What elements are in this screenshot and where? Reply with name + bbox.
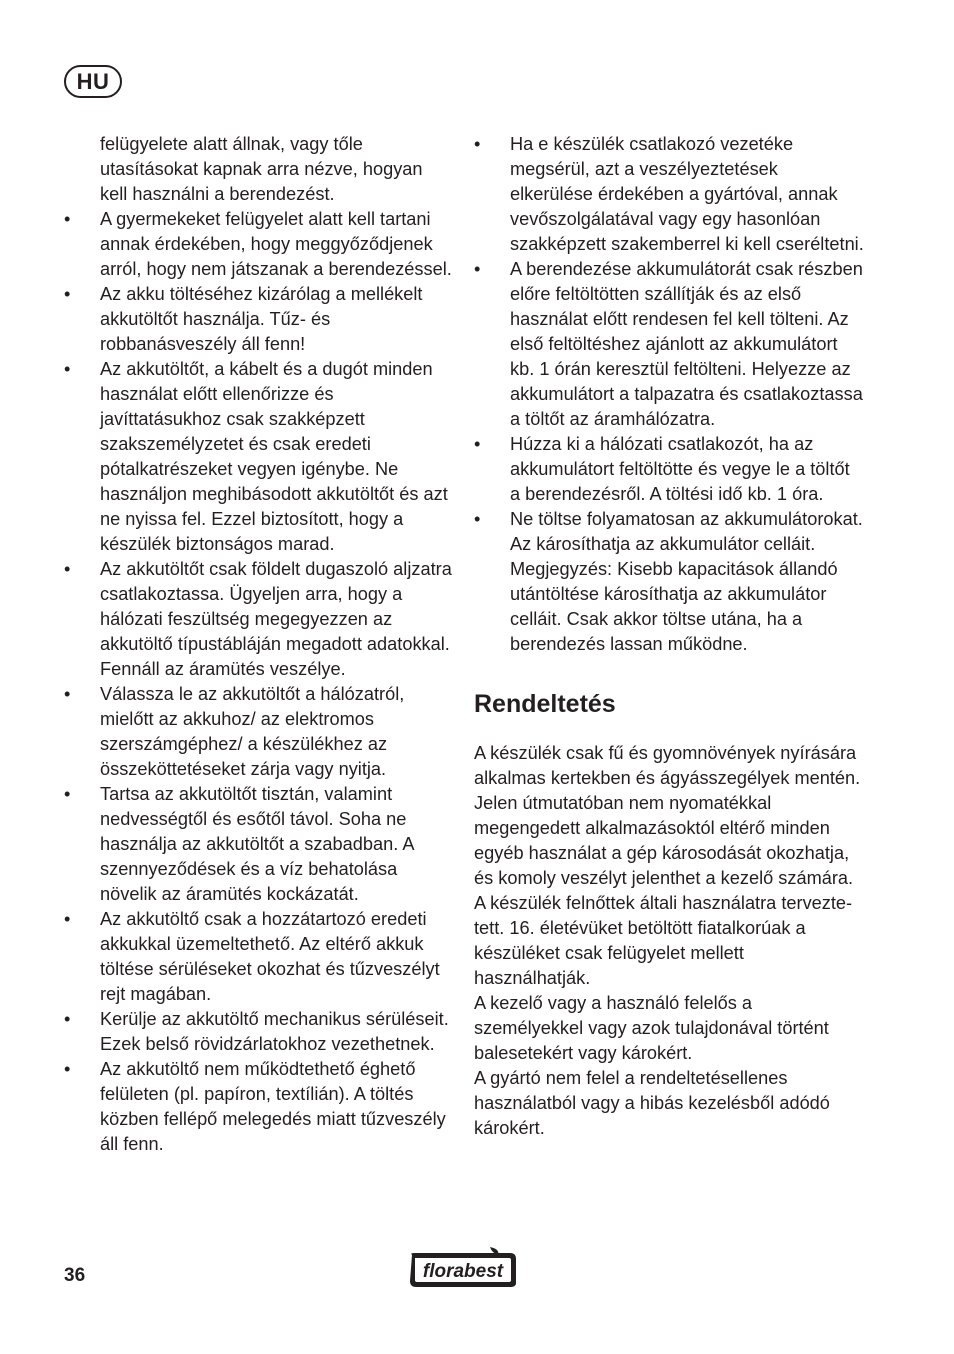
bullet-item: [64, 557, 454, 682]
bullet-text: Húzza ki a hálózati csatlakozót, ha az akkumulátort feltöltötte és vegye le a töltőt a berendezésről. A töltési idő kb. 1 óra.: [510, 434, 850, 504]
bullet-text: Válassza le az akkutöltőt a hálózatról, mielőtt az akkuhoz/ az elektromos szerszámgéphez/ a készülékhez az összeköttetéseket zárja vagy nyitja.: [100, 684, 405, 779]
bullet-marker: •: [64, 684, 71, 704]
lead-paragraph: felügyelete alatt állnak, vagy tőle utasításokat kapnak arra nézve, hogyan kell használni a berendezést.: [100, 134, 423, 204]
bullet-text: A berendezése akkumulátorát csak részben előre feltöltötten szállítják és az első használat előtt rendesen fel kell tölteni. Az első feltöltéshez ajánlott az akkumulátort kb. 1 órán keresztül feltölteni. Helyezze az akkumulátort a talpazatra és csatlakoztassa a töltőt az áramhálózatra.: [510, 259, 863, 429]
right-column: [474, 132, 864, 1141]
bullet-item: [64, 907, 454, 1007]
bullet-text: Az akkutöltőt csak földelt dugaszoló aljzatra csatlakoztassa. Ügyeljen arra, hogy a hálózati feszültség megegyezzen az akkutöltő típustábláján megadott adatokkal. Fennáll az áramütés veszélye.: [100, 559, 452, 679]
bullet-text: Az akkutöltő nem működtethető éghető felületen (pl. papíron, textílián). A töltés közben fellépő melegedés miatt tűzveszély áll fenn.: [100, 1059, 446, 1154]
bullet-item: [474, 132, 864, 257]
bullet-marker: •: [64, 1059, 71, 1079]
section-heading: Rendeltetés: [474, 690, 616, 718]
florabest-logo: [406, 1247, 520, 1291]
bullet-marker: •: [64, 209, 71, 229]
bullet-marker: •: [474, 434, 481, 454]
body-paragraph: A kezelő vagy a használó felelős a személyekkel vagy azok tulajdonával történt balesetekért vagy károkért.: [474, 993, 829, 1063]
bullet-text: Kerülje az akkutöltő mechanikus sérüléseit. Ezek belső rövidzárlatokhoz vezethetnek.: [100, 1009, 449, 1054]
bullet-item: [64, 357, 454, 557]
bullet-item: [64, 782, 454, 907]
bullet-marker: •: [474, 509, 481, 529]
language-badge: HU: [64, 65, 122, 98]
bullet-marker: •: [64, 909, 71, 929]
bullet-item: [64, 207, 454, 282]
bullet-text: Az akku töltéséhez kizárólag a mellékelt akkutöltőt használja. Tűz- és robbanásveszély áll fenn!: [100, 284, 423, 354]
bullet-item: [474, 507, 864, 657]
bullet-text: Ha e készülék csatlakozó vezetéke megsérül, azt a veszélyeztetések elkerülése érdekében a gyártóval, annak vevőszolgálatával vagy egy hasonlóan szakképzett szakemberrel ki kell cseréltetni.: [510, 134, 864, 254]
bullet-marker: •: [64, 1009, 71, 1029]
bullet-item: [64, 1007, 454, 1057]
page-number: 36: [64, 1265, 86, 1286]
bullet-item: [64, 282, 454, 357]
bullet-text: Az akkutöltő csak a hozzátartozó eredeti akkukkal üzemeltethető. Az eltérő akkuk töltése sérüléseket okozhat és tűzveszélyt rejt magában.: [100, 909, 440, 1004]
bullet-marker: •: [474, 259, 481, 279]
right-bullet-list: [474, 132, 864, 657]
section-body: [474, 741, 864, 1141]
bullet-text: Ne töltse folyamatosan az akkumulátorokat. Az károsíthatja az akkumulátor celláit. Megjegyzés: Kisebb kapacitások állandó utántöltése károsíthatja az akkumulátor celláit. Csak akkor töltse utána, ha a berendezés lassan működne.: [510, 509, 863, 654]
left-bullet-list: [64, 207, 454, 1157]
bullet-marker: •: [64, 359, 71, 379]
bullet-marker: •: [64, 559, 71, 579]
bullet-text: Tartsa az akkutöltőt tisztán, valamint nedvességtől és esőtől távol. Soha ne használja az akkutöltőt a szabadban. A szennyeződések és a víz behatolása növelik az áramütés kockázatát.: [100, 784, 414, 904]
bullet-text: Az akkutöltőt, a kábelt és a dugót minden használat előtt ellenőrizze és javíttatásukhoz csak szakképzett szakszemélyzetet és csak eredeti pótalkatrészeket vegyen igénybe. Ne használjon meghibásodott akkutöltőt és azt ne nyissa fel. Ezzel biztosított, hogy a készülék biztonságos marad.: [100, 359, 448, 554]
left-column: [64, 132, 454, 1157]
bullet-item: [474, 432, 864, 507]
bullet-marker: •: [64, 784, 71, 804]
body-paragraph: Jelen útmutatóban nem nyomatékkal megengedett alkalmazásoktól eltérő minden egyéb használat a gép károsodását okozhatja, és komoly veszélyt jelenthet a kezelő számára. A készülék felnőttek általi használatra terveztetett. 16. életévüket betöltött fiatalkorúak a készüléket csak felügyelet mellett használhatják.: [474, 793, 854, 988]
body-paragraph: A készülék csak fű és gyomnövények nyírására alkalmas kertekben és ágyásszegélyek mentén.: [474, 743, 861, 788]
bullet-item: [64, 682, 454, 782]
bullet-marker: •: [474, 134, 481, 154]
bullet-text: A gyermekeket felügyelet alatt kell tartani annak érdekében, hogy meggyőződjenek arról, hogy nem játszanak a berendezéssel.: [100, 209, 452, 279]
bullet-item: [64, 1057, 454, 1157]
bullet-marker: •: [64, 284, 71, 304]
body-paragraph: A gyártó nem felel a rendeltetésellenes használatból vagy a hibás kezelésből adódó károkért.: [474, 1068, 830, 1138]
bullet-item: [474, 257, 864, 432]
logo-text: florabest: [422, 1261, 504, 1282]
